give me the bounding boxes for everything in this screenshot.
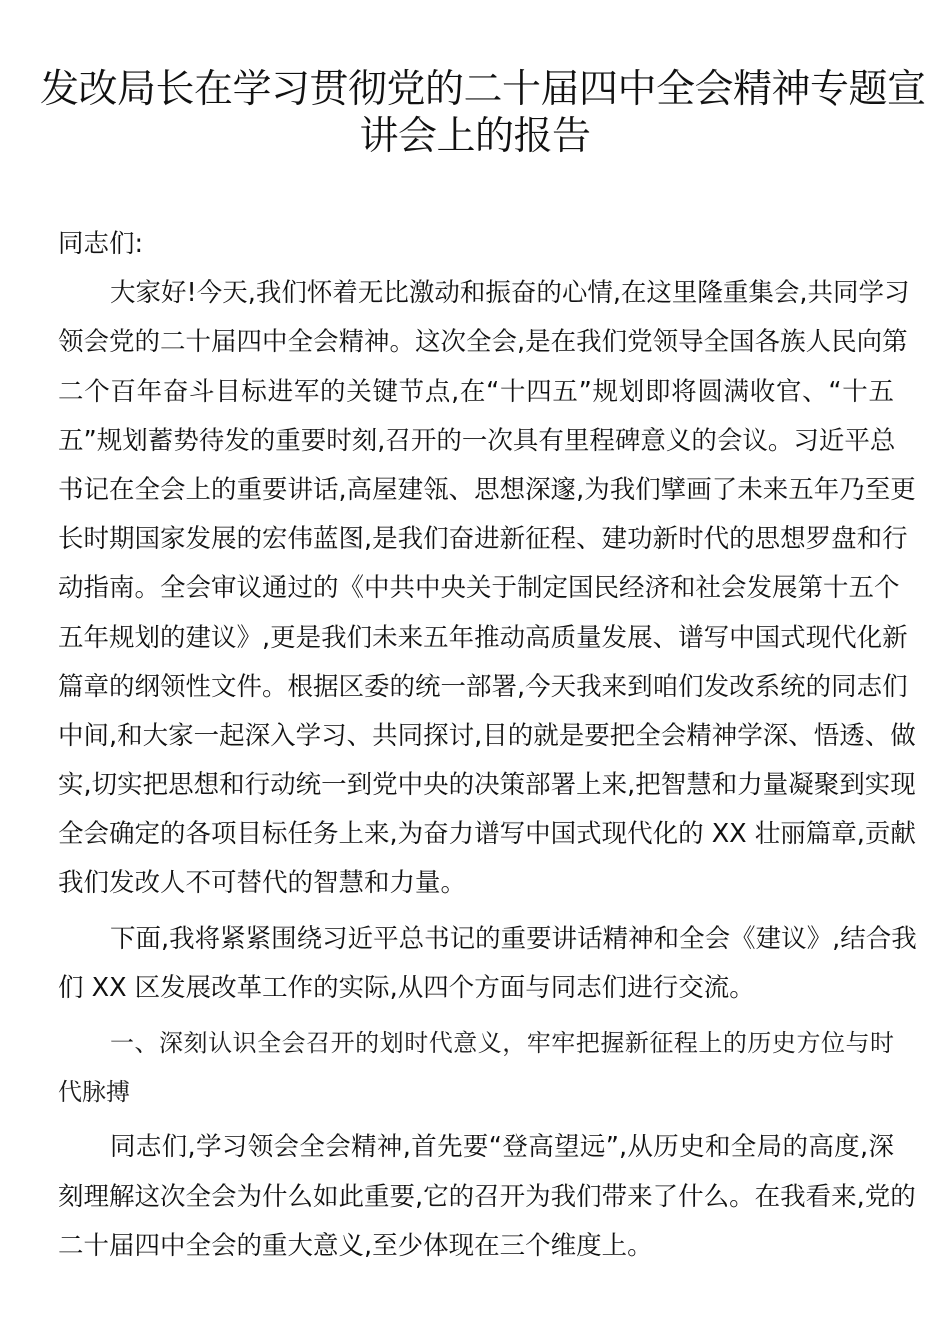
paragraph-opening [58,269,916,908]
document-body [58,220,917,1271]
section-heading-1 [58,1019,894,1117]
text-line: 全会确定的各项目标任务上来,为奋力谱写中国式现代化的 XX 壮丽篇章,贡献 [58,819,916,850]
text-line: 动指南。全会审议通过的《中共中央关于制定国民经济和社会发展第十五个 [58,573,900,604]
text-line: 下面,我将紧紧围绕习近平总书记的重要讲话精神和全会《建议》,结合我 [110,923,917,954]
text-line: 同志们,学习领会全会精神,首先要“登高望远”,从历史和全局的高度,深 [110,1132,894,1163]
document-title [40,66,926,160]
text-line: 领会党的二十届四中全会精神。这次全会,是在我们党领导全国各族人民向第 [58,327,908,358]
salutation-text: 同志们: [58,229,144,259]
text-line: 实,切实把思想和行动统一到党中央的决策部署上来,把智慧和力量凝聚到实现 [58,770,916,801]
heading-line: 一、深刻认识全会召开的划时代意义，牢牢把握新征程上的历史方位与时 [110,1029,894,1057]
text-line: 们 XX 区发展改革工作的实际,从四个方面与同志们进行交流。 [58,972,755,1003]
title-line-2: 讲会上的报告 [359,114,591,159]
paragraph-outline-intro [58,915,917,1013]
text-line: 二十届四中全会的重大意义,至少体现在三个维度上。 [58,1230,653,1261]
paragraph-section-1-intro [58,1123,916,1271]
text-line: 五”规划蓄势待发的重要时刻,召开的一次具有里程碑意义的会议。习近平总 [58,425,896,456]
salutation [58,220,894,269]
text-line: 二个百年奋斗目标进军的关键节点,在“十四五”规划即将圆满收官、“十五 [58,376,894,407]
text-line: 大家好!今天,我们怀着无比激动和振奋的心情,在这里隆重集会,共同学习 [110,278,910,309]
text-line: 中间,和大家一起深入学习、共同探讨,目的就是要把全会精神学深、悟透、做 [58,720,916,751]
text-line: 长时期国家发展的宏伟蓝图,是我们奋进新征程、建功新时代的思想罗盘和行 [58,524,908,555]
title-line-1: 发改局长在学习贯彻党的二十届四中全会精神专题宣 [40,67,926,112]
text-line: 篇章的纲领性文件。根据区委的统一部署,今天我来到咱们发改系统的同志们 [58,671,908,702]
text-line: 五年规划的建议》,更是我们未来五年推动高质量发展、谱写中国式现代化新 [58,622,908,653]
text-line: 书记在全会上的重要讲话,高屋建瓴、思想深邃,为我们擘画了未来五年乃至更 [58,474,916,505]
text-line: 我们发改人不可替代的智慧和力量。 [58,868,467,899]
text-line: 刻理解这次全会为什么如此重要,它的召开为我们带来了什么。在我看来,党的 [58,1181,916,1212]
heading-line: 代脉搏 [58,1078,130,1107]
